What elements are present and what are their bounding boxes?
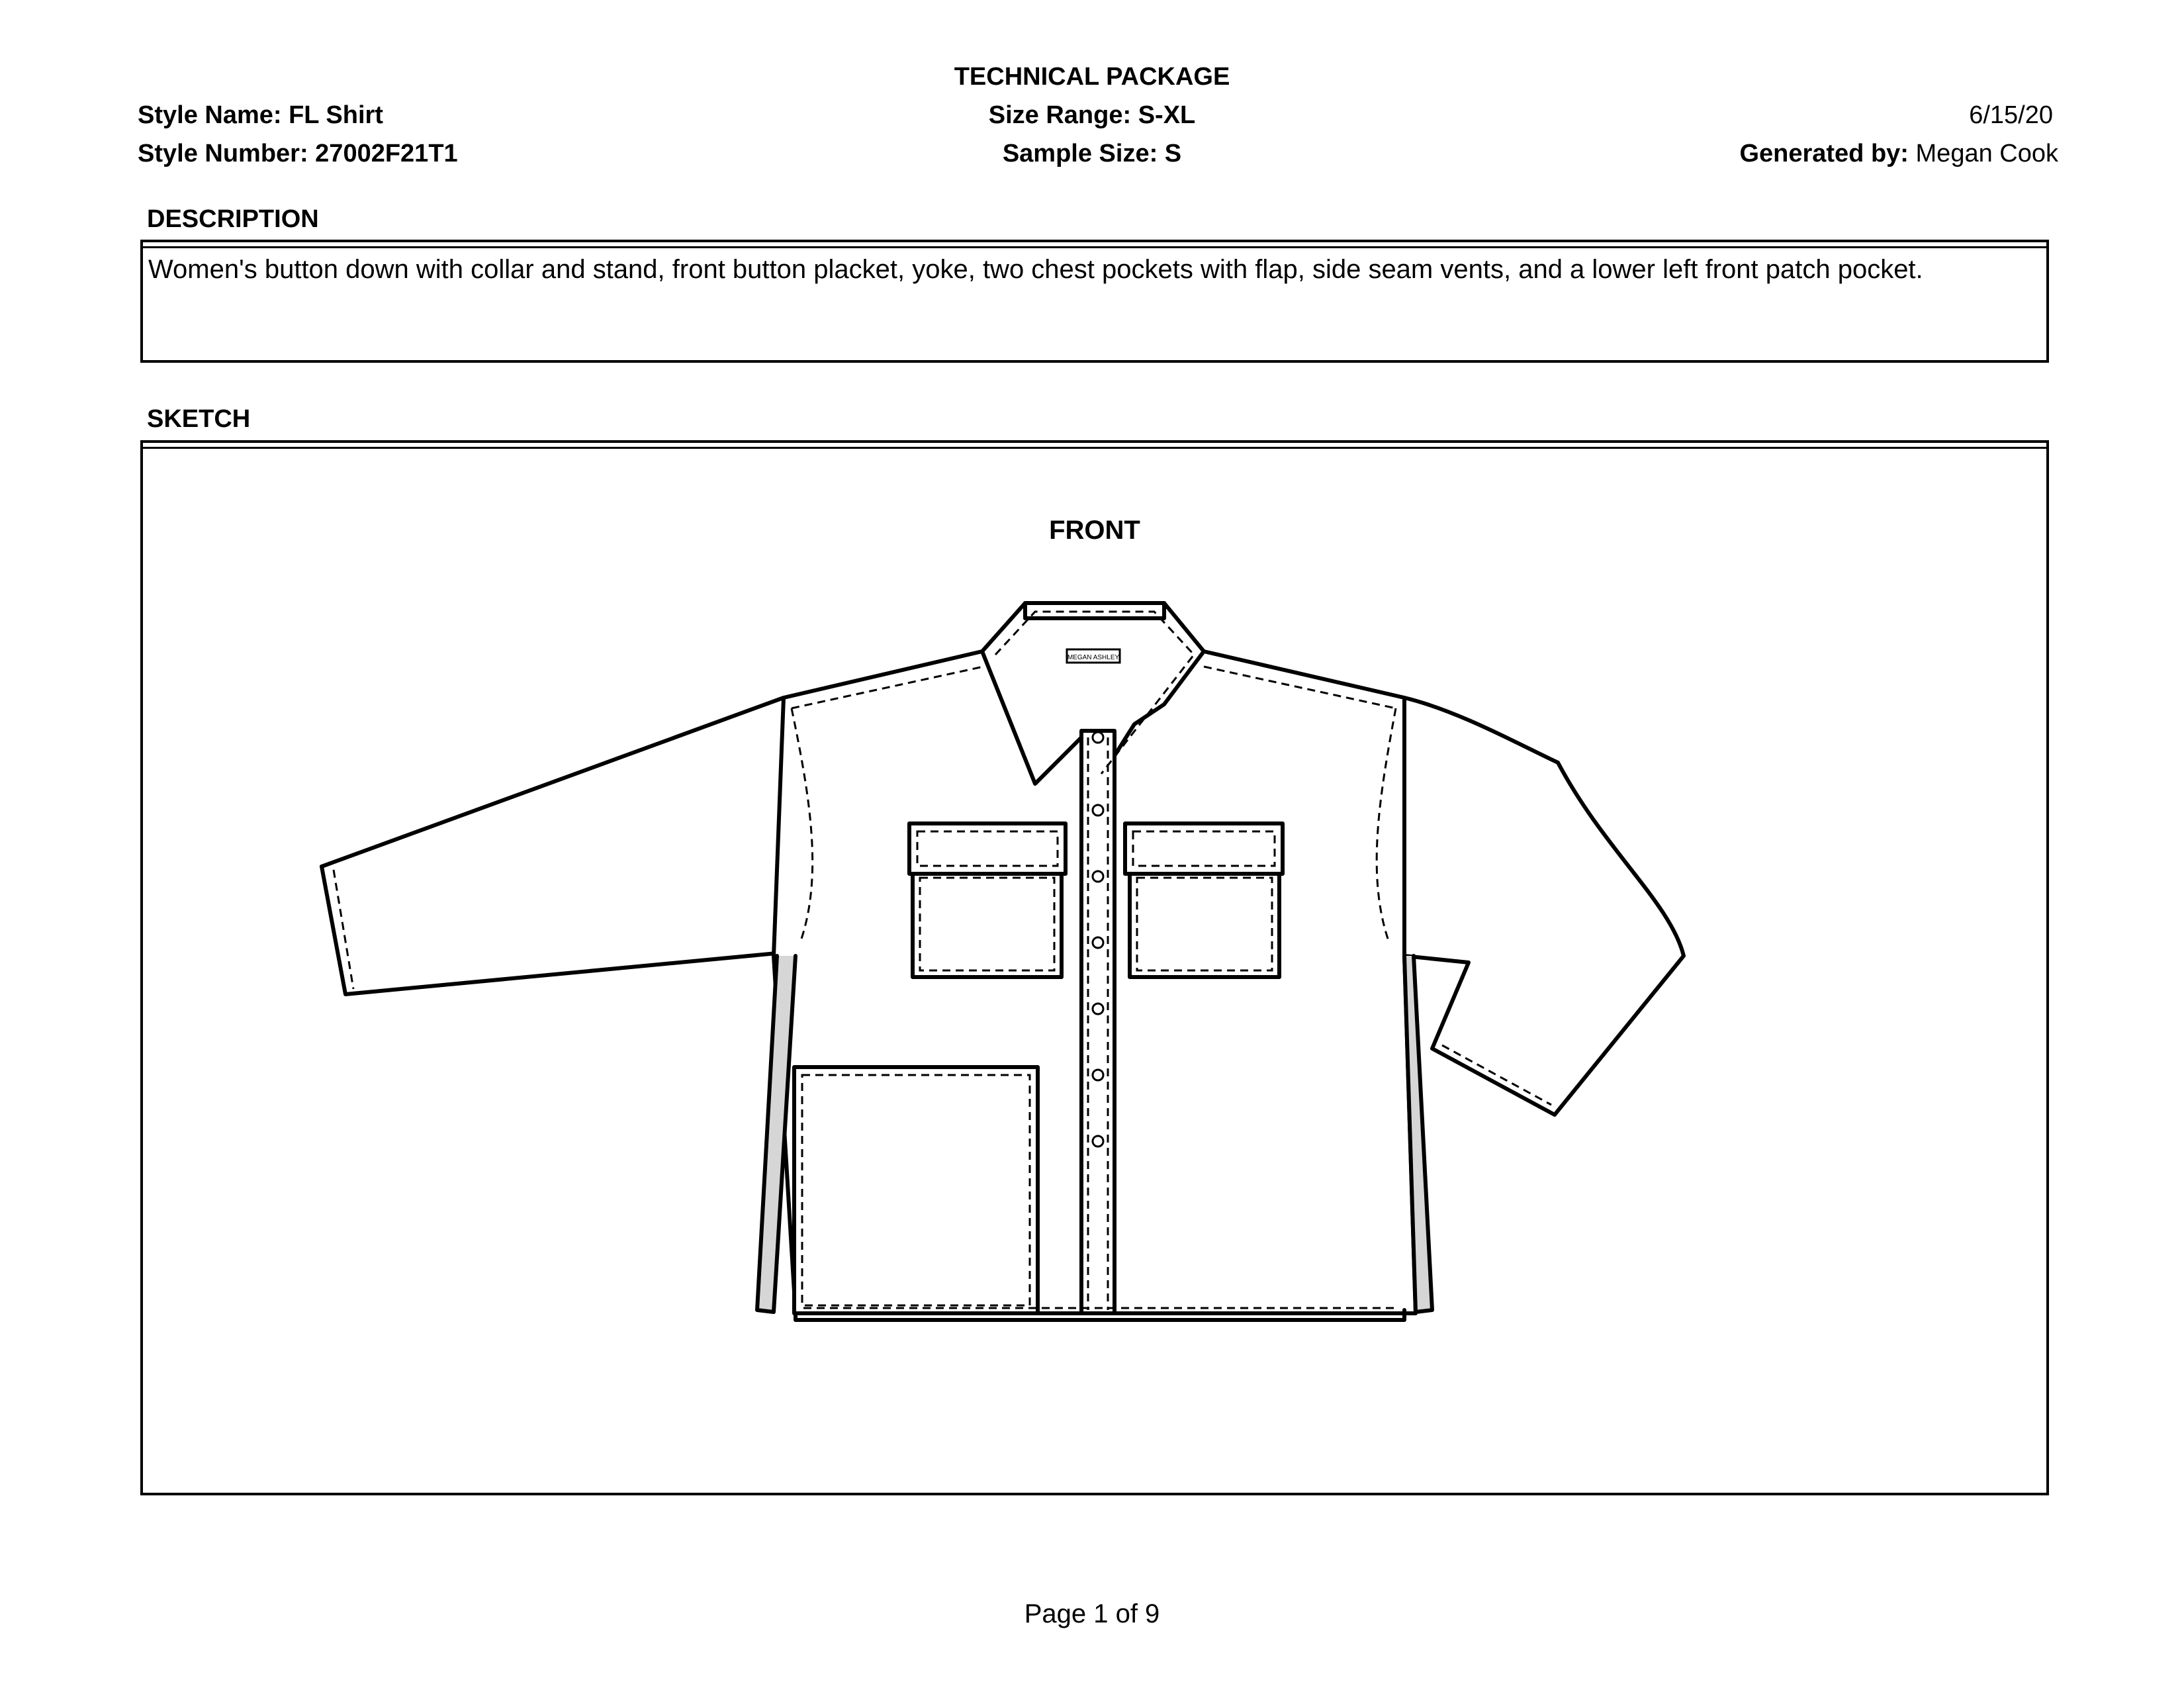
sample-size: Sample Size: S xyxy=(1002,140,1182,167)
left-sleeve xyxy=(322,698,784,994)
right-chest-pocket xyxy=(1130,870,1279,977)
front-view-label: FRONT xyxy=(1049,516,1140,545)
button xyxy=(1093,871,1103,882)
style-name: Style Name: FL Shirt xyxy=(138,101,383,129)
button xyxy=(1093,732,1103,743)
generated-by xyxy=(1739,139,2058,168)
sketch-label: SKETCH xyxy=(147,405,251,433)
tech-package-title: TECHNICAL PACKAGE xyxy=(954,63,1230,91)
right-sleeve xyxy=(1404,698,1684,1115)
button xyxy=(1093,1004,1103,1014)
size-range: Size Range: S-XL xyxy=(988,101,1196,129)
button xyxy=(1093,1136,1103,1147)
shirt-front-sketch xyxy=(143,443,2046,1493)
button xyxy=(1093,937,1103,948)
page-number: Page 1 of 9 xyxy=(1024,1599,1160,1628)
left-chest-pocket xyxy=(913,870,1062,977)
generated-by-label: Generated by: xyxy=(1739,140,1909,167)
description-label: DESCRIPTION xyxy=(147,205,319,233)
date: 6/15/20 xyxy=(1969,101,2053,129)
generated-by-value: Megan Cook xyxy=(1915,140,2058,167)
front-placket xyxy=(1081,731,1115,1313)
description-box xyxy=(140,240,2049,363)
neck-label-text: MEGAN ASHLEY xyxy=(1067,654,1120,661)
button xyxy=(1093,1070,1103,1080)
lower-patch-pocket xyxy=(794,1067,1038,1313)
style-number: Style Number: 27002F21T1 xyxy=(138,140,458,167)
description-text: Women's button down with collar and stand, front button placket, yoke, two chest pockets with flap, side seam vents, and a lower left front patch pocket. xyxy=(148,255,1923,284)
sketch-box xyxy=(140,440,2049,1495)
button xyxy=(1093,805,1103,816)
